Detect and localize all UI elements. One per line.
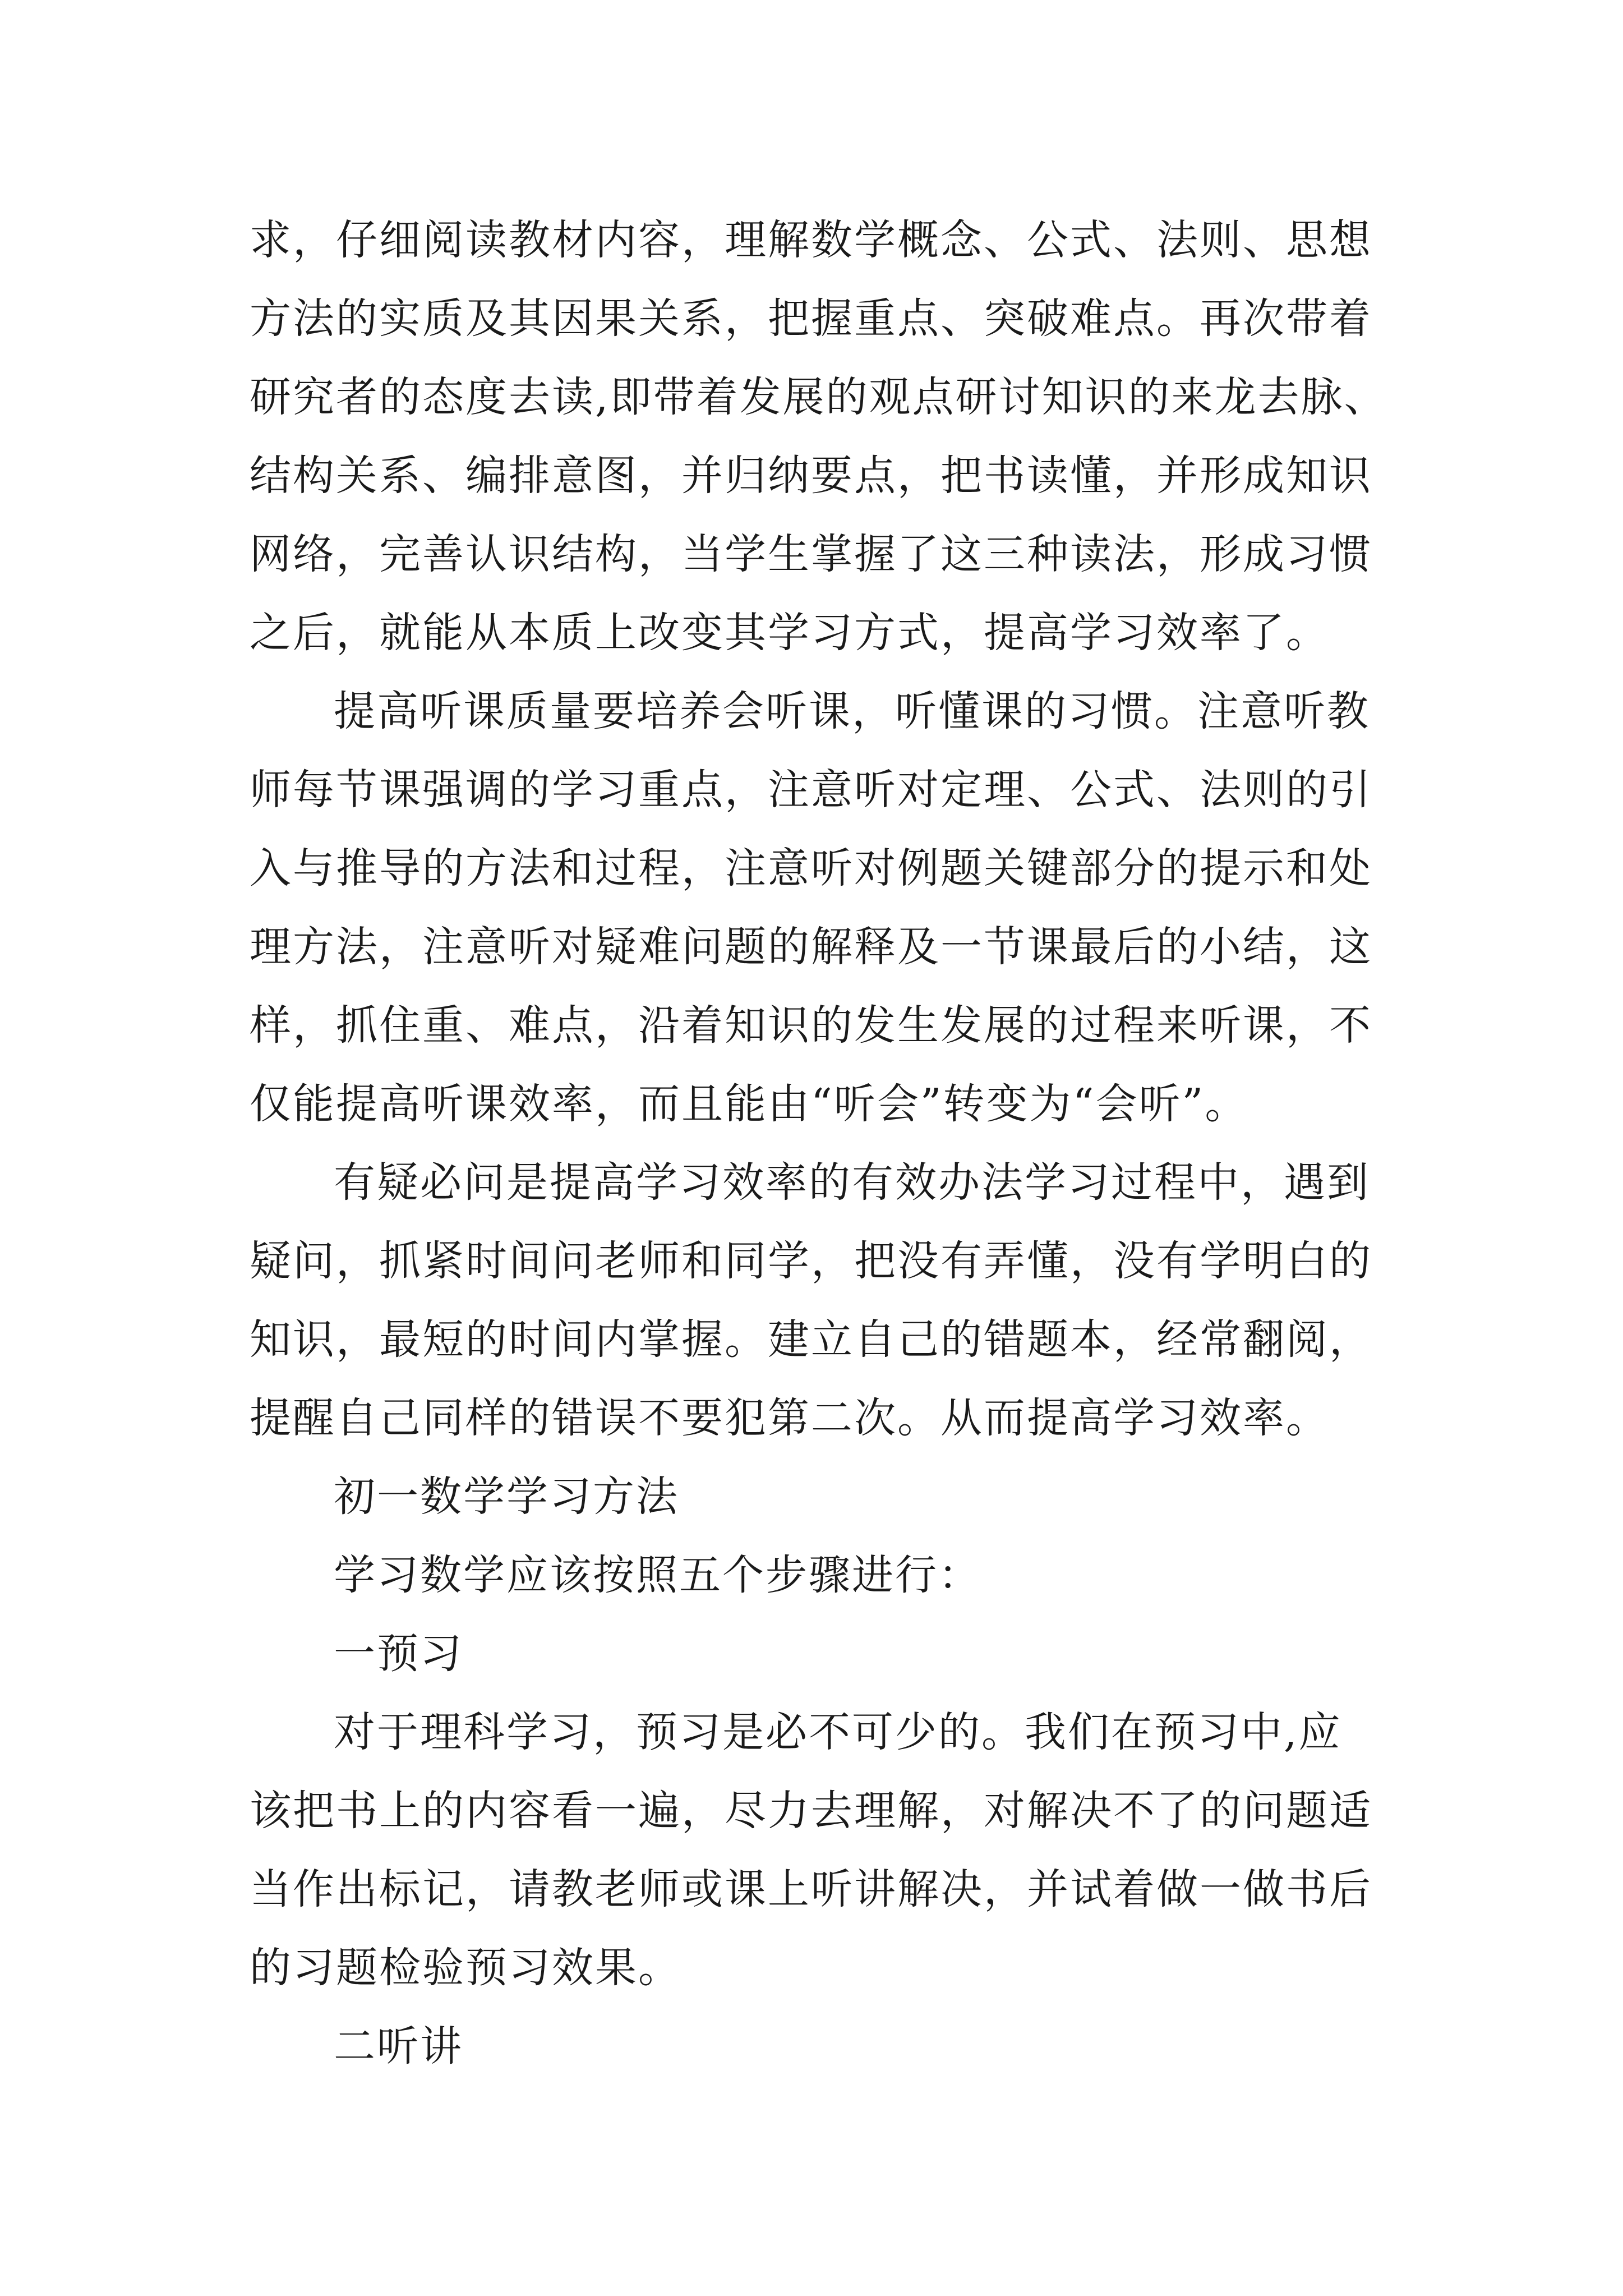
paragraph-2-line-1: 提高听课质量要培养会听课，听懂课的习惯。注意听教 bbox=[334, 687, 1370, 735]
paragraph-1-line-2: 方法的实质及其因果关系，把握重点、突破难点。再次带着 bbox=[250, 295, 1372, 343]
paragraph-1-line-6: 之后，就能从本质上改变其学习方式，提高学习效率了。 bbox=[250, 609, 1329, 657]
paragraph-3-line-1: 有疑必问是提高学习效率的有效办法学习过程中，遇到 bbox=[334, 1158, 1370, 1207]
paragraph-1-line-5: 网络，完善认识结构，当学生掌握了这三种读法，形成习惯 bbox=[250, 530, 1372, 578]
paragraph-3-line-4: 提醒自己同样的错误不要犯第二次。从而提高学习效率。 bbox=[250, 1394, 1329, 1442]
step-2-title: 二听讲 bbox=[334, 2022, 463, 2070]
paragraph-2-line-6: 仅能提高听课效率，而且能由“听会”转变为“会听”。 bbox=[250, 1080, 1248, 1128]
paragraph-2-line-5: 样，抓住重、难点，沿着知识的发生发展的过程来听课，不 bbox=[250, 1001, 1372, 1050]
step-1-title: 一预习 bbox=[334, 1630, 463, 1678]
paragraph-4-line-3: 当作出标记，请教老师或课上听讲解决，并试着做一做书后 bbox=[250, 1865, 1372, 1913]
paragraph-1-line-3: 研究者的态度去读,即带着发展的观点研讨知识的来龙去脉、 bbox=[250, 373, 1387, 421]
paragraph-2-line-3: 入与推导的方法和过程，注意听对例题关键部分的提示和处 bbox=[250, 844, 1372, 892]
paragraph-2-line-2: 师每节课强调的学习重点，注意听对定理、公式、法则的引 bbox=[250, 766, 1372, 814]
section-heading: 初一数学学习方法 bbox=[334, 1473, 679, 1521]
paragraph-1-line-1: 求，仔细阅读教材内容，理解数学概念、公式、法则、思想 bbox=[250, 216, 1372, 264]
paragraph-4-line-2: 该把书上的内容看一遍，尽力去理解，对解决不了的问题适 bbox=[250, 1787, 1372, 1835]
paragraph-3-line-3: 知识，最短的时间内掌握。建立自己的错题本，经常翻阅， bbox=[250, 1315, 1372, 1364]
paragraph-2-line-4: 理方法，注意听对疑难问题的解释及一节课最后的小结，这 bbox=[250, 923, 1372, 971]
paragraph-4-line-4: 的习题检验预习效果。 bbox=[250, 1944, 681, 1992]
paragraph-4-line-1: 对于理科学习，预习是必不可少的。我们在预习中,应 bbox=[334, 1708, 1342, 1756]
paragraph-3-line-2: 疑问，抓紧时间问老师和同学，把没有弄懂，没有学明白的 bbox=[250, 1237, 1372, 1285]
intro-text: 学习数学应该按照五个步骤进行： bbox=[334, 1551, 981, 1599]
paragraph-1-line-4: 结构关系、编排意图，并归纳要点，把书读懂，并形成知识 bbox=[250, 452, 1372, 500]
